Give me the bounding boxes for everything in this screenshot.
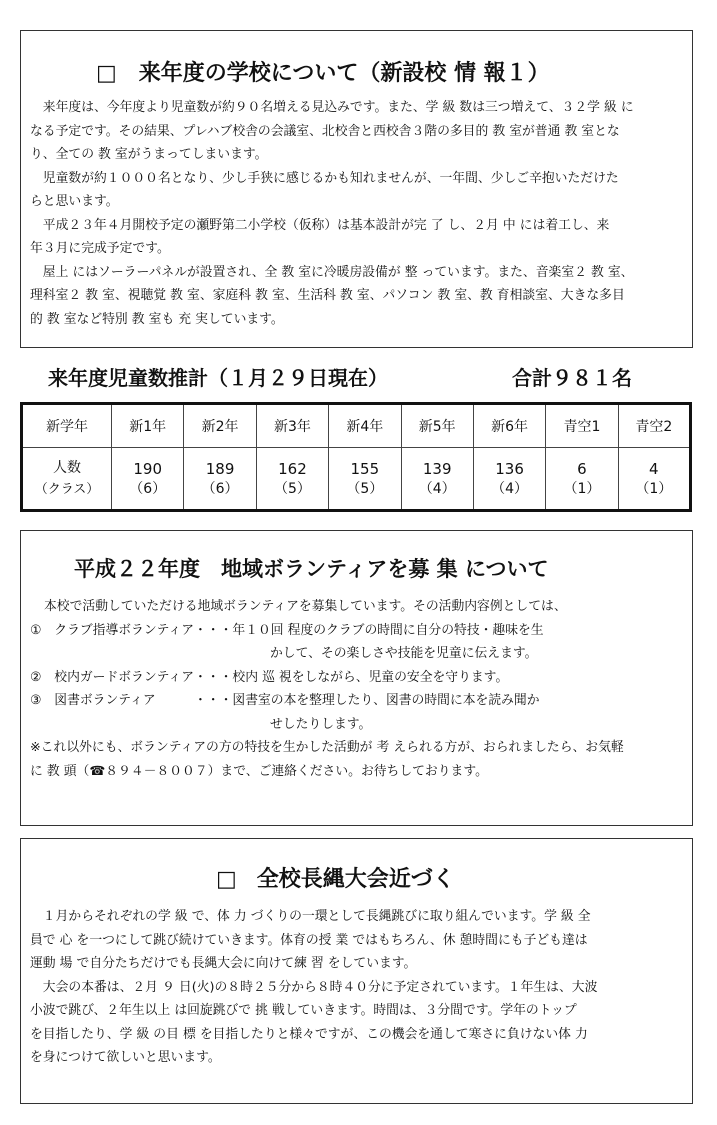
- student-count: 4: [649, 459, 659, 478]
- square-bullet-icon: □: [216, 867, 237, 892]
- student-count: 155: [350, 459, 380, 478]
- rope-line: 小波で跳び、２年生以上 は回旋跳びで 挑 戦していきます。時間は、３分間です。学年のトップ: [30, 1003, 577, 1018]
- volunteer-note: に 教 頭（☎８９４－８００７）まで、ご連絡ください。お待ちしております。: [30, 763, 488, 779]
- table-header-cell: 新4年: [329, 404, 401, 448]
- table-cell: [112, 448, 184, 511]
- enrollment-header-row: [22, 404, 691, 448]
- table-cell: [618, 448, 690, 511]
- row-label-cell: [22, 448, 112, 511]
- volunteer-item: ③ 図書ボランティア ・・・図書室の本を整理したり、図書の時間に本を読み聞か: [30, 693, 540, 708]
- table-header-cell: 新5年: [401, 404, 473, 448]
- class-count: （5）: [273, 480, 311, 497]
- student-count: 162: [278, 459, 307, 478]
- school-info-line: 屋上 にはソーラーパネルが設置され、全 教 室に冷暖房設備が 整 っています。また、音楽室２ 教 室、: [30, 264, 634, 280]
- table-header-cell: 新3年: [256, 404, 328, 448]
- rope-line: 大会の本番は、２月 ９ 日(火)の８時２５分から８時４０分に予定されています。１年生は、大波: [30, 979, 598, 995]
- rope-line: 運動 場 で自分たちだけでも長縄大会に向けて練 習 をしています。: [30, 956, 417, 971]
- class-count: （4）: [491, 480, 529, 497]
- table-cell: [184, 448, 256, 511]
- row-label: 人数: [53, 459, 81, 476]
- rope-line: を目指したり、学 級 の目 標 を目指したりと様々ですが、この機会を通して寒さに負けない体 力: [30, 1026, 588, 1042]
- class-count: （6）: [201, 480, 239, 497]
- volunteer-note: ※これ以外にも、ボランティアの方の特技を生かした活動が 考 えられる方が、おられましたら、お気軽: [30, 740, 624, 755]
- table-header-cell: 青空2: [618, 404, 690, 448]
- school-info-line: 平成２３年４月開校予定の瀬野第二小学校（仮称）は基本設計が完 了 し、２月 中 には着工し、来: [30, 217, 610, 233]
- school-info-line: り、全ての 教 室がうまってしまいます。: [30, 147, 268, 162]
- table-header-cell: 新2年: [184, 404, 256, 448]
- class-count: （6）: [129, 480, 167, 497]
- school-info-body: [30, 96, 699, 331]
- rope-line: １月からそれぞれの学 級 で、体 力 づくりの一環として長縄跳びに取り組んでいます。学 級 全: [30, 909, 591, 924]
- class-count: （1）: [563, 480, 601, 497]
- table-cell: [473, 448, 545, 511]
- student-count: 189: [205, 459, 235, 478]
- table-cell: [256, 448, 328, 511]
- table-header-cell: 新1年: [112, 404, 184, 448]
- student-count: 190: [133, 459, 162, 478]
- school-info-line: 児童数が約１０００名となり、少し手狭に感じるかも知れませんが、一年間、少しご辛抱いただけた: [30, 170, 619, 186]
- rope-line: を身につけて欲しいと思います。: [30, 1050, 221, 1065]
- enrollment-total: 合計９８１名: [512, 366, 632, 390]
- student-count: 139: [422, 459, 452, 478]
- enrollment-table: [20, 402, 692, 512]
- volunteer-item-cont: せしたりします。: [270, 716, 372, 732]
- school-info-line: らと思います。: [30, 194, 119, 209]
- table-header-cell: 新学年: [22, 404, 112, 448]
- school-info-line: 的 教 室など特別 教 室も 充 実しています。: [30, 311, 284, 327]
- volunteer-body: [30, 595, 699, 783]
- volunteer-item: ① クラブ指導ボランティア・・・年１０回 程度のクラブの時間に自分の特技・趣味を生: [30, 622, 544, 638]
- class-count: （4）: [418, 480, 456, 497]
- volunteer-title: 平成２２年度 地域ボランティアを募 集 について: [74, 557, 549, 581]
- volunteer-intro: 本校で活動していただける地域ボランティアを募集しています。その活動内容例としては、: [44, 599, 567, 614]
- rope-line: 員で 心 を一つにして跳び続けていきます。体育の授 業 ではもちろん、休 憩時間にも子ども達は: [30, 932, 588, 948]
- student-count: 6: [577, 459, 587, 478]
- table-header-cell: 青空1: [546, 404, 618, 448]
- class-count: （1）: [635, 480, 673, 497]
- student-count: 136: [495, 459, 524, 478]
- rope-title: □ 全校長縄大会近づく: [216, 867, 455, 892]
- school-info-line: 理科室２ 教 室、視聴覚 教 室、家庭科 教 室、生活科 教 室、パソコン 教 室、教 育相談室、大きな多目: [30, 288, 625, 303]
- rope-body: [30, 905, 699, 1070]
- table-cell: [329, 448, 401, 511]
- table-cell: [401, 448, 473, 511]
- table-header-cell: 新6年: [473, 404, 545, 448]
- school-info-line: なる予定です。その結果、プレハブ校舎の会議室、北校舎と西校舎３階の多目的 教 室が普通 教 室とな: [30, 123, 620, 139]
- table-cell: [546, 448, 618, 511]
- school-info-title: □ 来年度の学校について（新設校 情 報１）: [96, 61, 550, 86]
- school-info-line: 年３月に完成予定です。: [30, 241, 170, 256]
- school-info-line: 来年度は、今年度より児童数が約９０名増える見込みです。また、学 級 数は三つ増えて、３２学 級 に: [30, 100, 634, 115]
- class-count: （5）: [346, 480, 384, 497]
- enrollment-title: 来年度児童数推計（１月２９日現在）: [48, 366, 388, 390]
- row-sublabel: （クラス）: [34, 481, 100, 497]
- volunteer-item-cont: かして、その楽しさや技能を児童に伝えます。: [270, 646, 538, 661]
- volunteer-item: ② 校内ガードボランティア・・・校内 巡 視をしながら、児童の安全を守ります。: [30, 669, 509, 685]
- enrollment-data-row: [22, 448, 691, 511]
